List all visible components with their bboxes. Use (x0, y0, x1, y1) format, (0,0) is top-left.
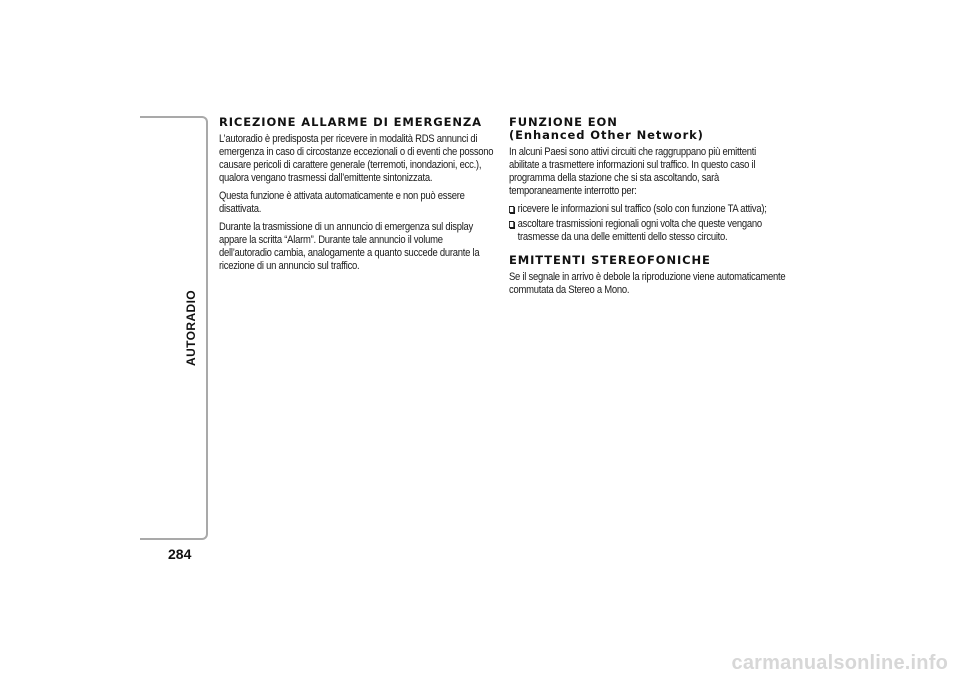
stereo-text: Se il segnale in arrivo è debole la riproduzione viene automaticamente commutata da Stereo a Mono. (509, 271, 786, 296)
emergency-paragraph-1: L’autoradio è predisposta per ricevere in modalità RDS annunci di emergenza in caso di circostanze eccezionali o di eventi che possono causare pericoli di carattere generale (terremoti, inondazioni, ecc.), qualora vengano trasmessi dall’emittente sintonizzata. (219, 133, 494, 184)
emergency-paragraph-2: Questa funzione è attivata automaticamente e non può essere disattivata. (219, 190, 465, 215)
checkbox-bullet-icon (509, 206, 514, 213)
section-label: AUTORADIO (184, 289, 198, 366)
list-item (509, 218, 797, 244)
bullet-text: ascoltare trasmissioni regionali ogni volta che queste vengano trasmesse da una delle emittenti dello stesso circuito. (517, 218, 762, 243)
eon-heading (509, 116, 789, 142)
eon-intro: In alcuni Paesi sono attivi circuiti che raggruppano più emittenti abilitate a trasmettere informazioni sul traffico. In questo caso il programma della stazione che si sta ascoltando, sarà temporaneamente interrotto per: (509, 146, 756, 197)
right-column (509, 116, 789, 302)
emergency-paragraph-3: Durante la trasmissione di un annuncio di emergenza sul display appare la scritta “Alarm”. Durante tale annuncio il volume dell’autoradio cambia, analogamente a quanto succede durante la ricezione di un annuncio sul traffico. (219, 221, 480, 272)
emergency-alarm-heading: RICEZIONE ALLARME DI EMERGENZA (219, 115, 482, 129)
left-column (219, 116, 497, 278)
bullet-text: ricevere le informazioni sul traffico (solo con funzione TA attiva); (517, 203, 767, 215)
stereo-heading: EMITTENTI STEREOFONICHE (509, 253, 711, 267)
watermark: carmanualsonline.info (731, 652, 948, 674)
checkbox-bullet-icon (509, 221, 514, 228)
page-number: 284 (168, 546, 192, 562)
eon-heading-title: FUNZIONE EON (509, 115, 618, 129)
eon-bullet-list (509, 203, 789, 244)
eon-heading-subtitle: (Enhanced Other Network) (509, 128, 704, 142)
list-item (509, 203, 797, 216)
